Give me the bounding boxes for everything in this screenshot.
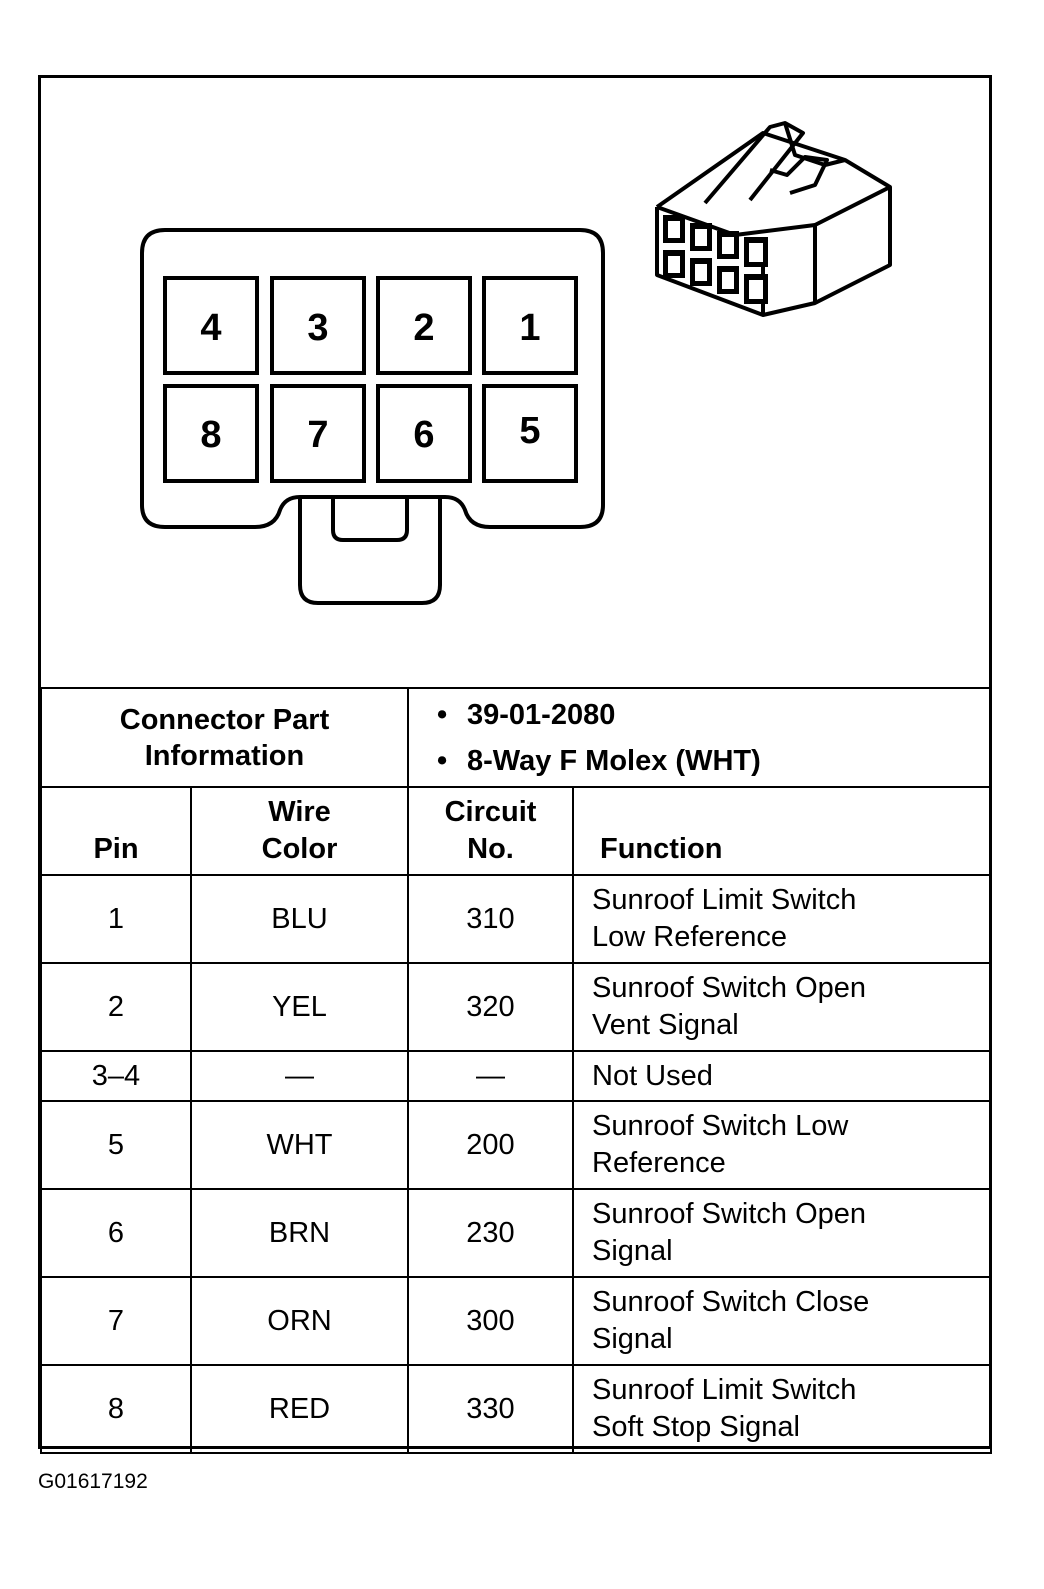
figure-id: G01617192 [38,1470,148,1493]
part-info-values [408,688,991,787]
cavity-number: 2 [413,307,435,349]
connector-isometric-illustration [645,115,900,330]
circuit-cell: — [408,1051,573,1101]
pin-function-table [40,786,992,1454]
cavity-number: 8 [200,414,222,456]
part-number: • 39-01-2080 [467,692,990,738]
table-row [41,875,991,963]
pin-cell: 3–4 [41,1051,191,1101]
pin-cell: 2 [41,963,191,1051]
cavity-number: 4 [200,307,222,349]
connector-latch-outline [300,497,440,603]
part-info-label-line1: Connector Part [119,703,330,736]
header-circuit-no: Circuit No. [408,787,573,875]
table-row [41,1365,991,1453]
part-info-label [41,688,408,787]
circuit-cell: 230 [408,1189,573,1277]
connector-description: • 8-Way F Molex (WHT) [467,738,990,784]
table-row [41,1189,991,1277]
pin-table-header-row [41,787,991,875]
circuit-cell: 300 [408,1277,573,1365]
table-row [41,1101,991,1189]
pin-cell: 7 [41,1277,191,1365]
wire-color-cell: BLU [191,875,408,963]
pin-cell: 5 [41,1101,191,1189]
connector-part-info-table [40,687,992,788]
cavity-number: 1 [519,307,541,349]
table-row [41,963,991,1051]
table-row [41,1277,991,1365]
wire-color-cell: BRN [191,1189,408,1277]
circuit-cell: 310 [408,875,573,963]
pin-cell: 1 [41,875,191,963]
function-cell: Sunroof Switch Low Reference [573,1101,991,1189]
header-wire-color: Wire Color [191,787,408,875]
function-cell: Sunroof Switch Open Signal [573,1189,991,1277]
function-cell: Sunroof Limit Switch Low Reference [573,875,991,963]
wire-color-cell: RED [191,1365,408,1453]
wire-color-cell: ORN [191,1277,408,1365]
function-cell: Not Used [573,1051,991,1101]
wire-color-cell: WHT [191,1101,408,1189]
pin-cell: 6 [41,1189,191,1277]
header-function: Function [573,787,991,875]
circuit-cell: 320 [408,963,573,1051]
header-pin: Pin [41,787,191,875]
circuit-cell: 200 [408,1101,573,1189]
wire-color-cell: — [191,1051,408,1101]
function-cell: Sunroof Switch Close Signal [573,1277,991,1365]
part-info-label-line2: Information [144,739,305,772]
cavity-number: 7 [307,414,329,456]
wire-color-cell: YEL [191,963,408,1051]
circuit-cell: 330 [408,1365,573,1453]
pin-cell: 8 [41,1365,191,1453]
function-cell: Sunroof Switch Open Vent Signal [573,963,991,1051]
table-row [41,1051,991,1101]
connector-latch-tab [333,497,407,540]
cavity-number: 6 [413,414,435,456]
function-cell: Sunroof Limit Switch Soft Stop Signal [573,1365,991,1453]
cavity-number: 5 [519,410,541,452]
cavity-number: 3 [307,307,329,349]
